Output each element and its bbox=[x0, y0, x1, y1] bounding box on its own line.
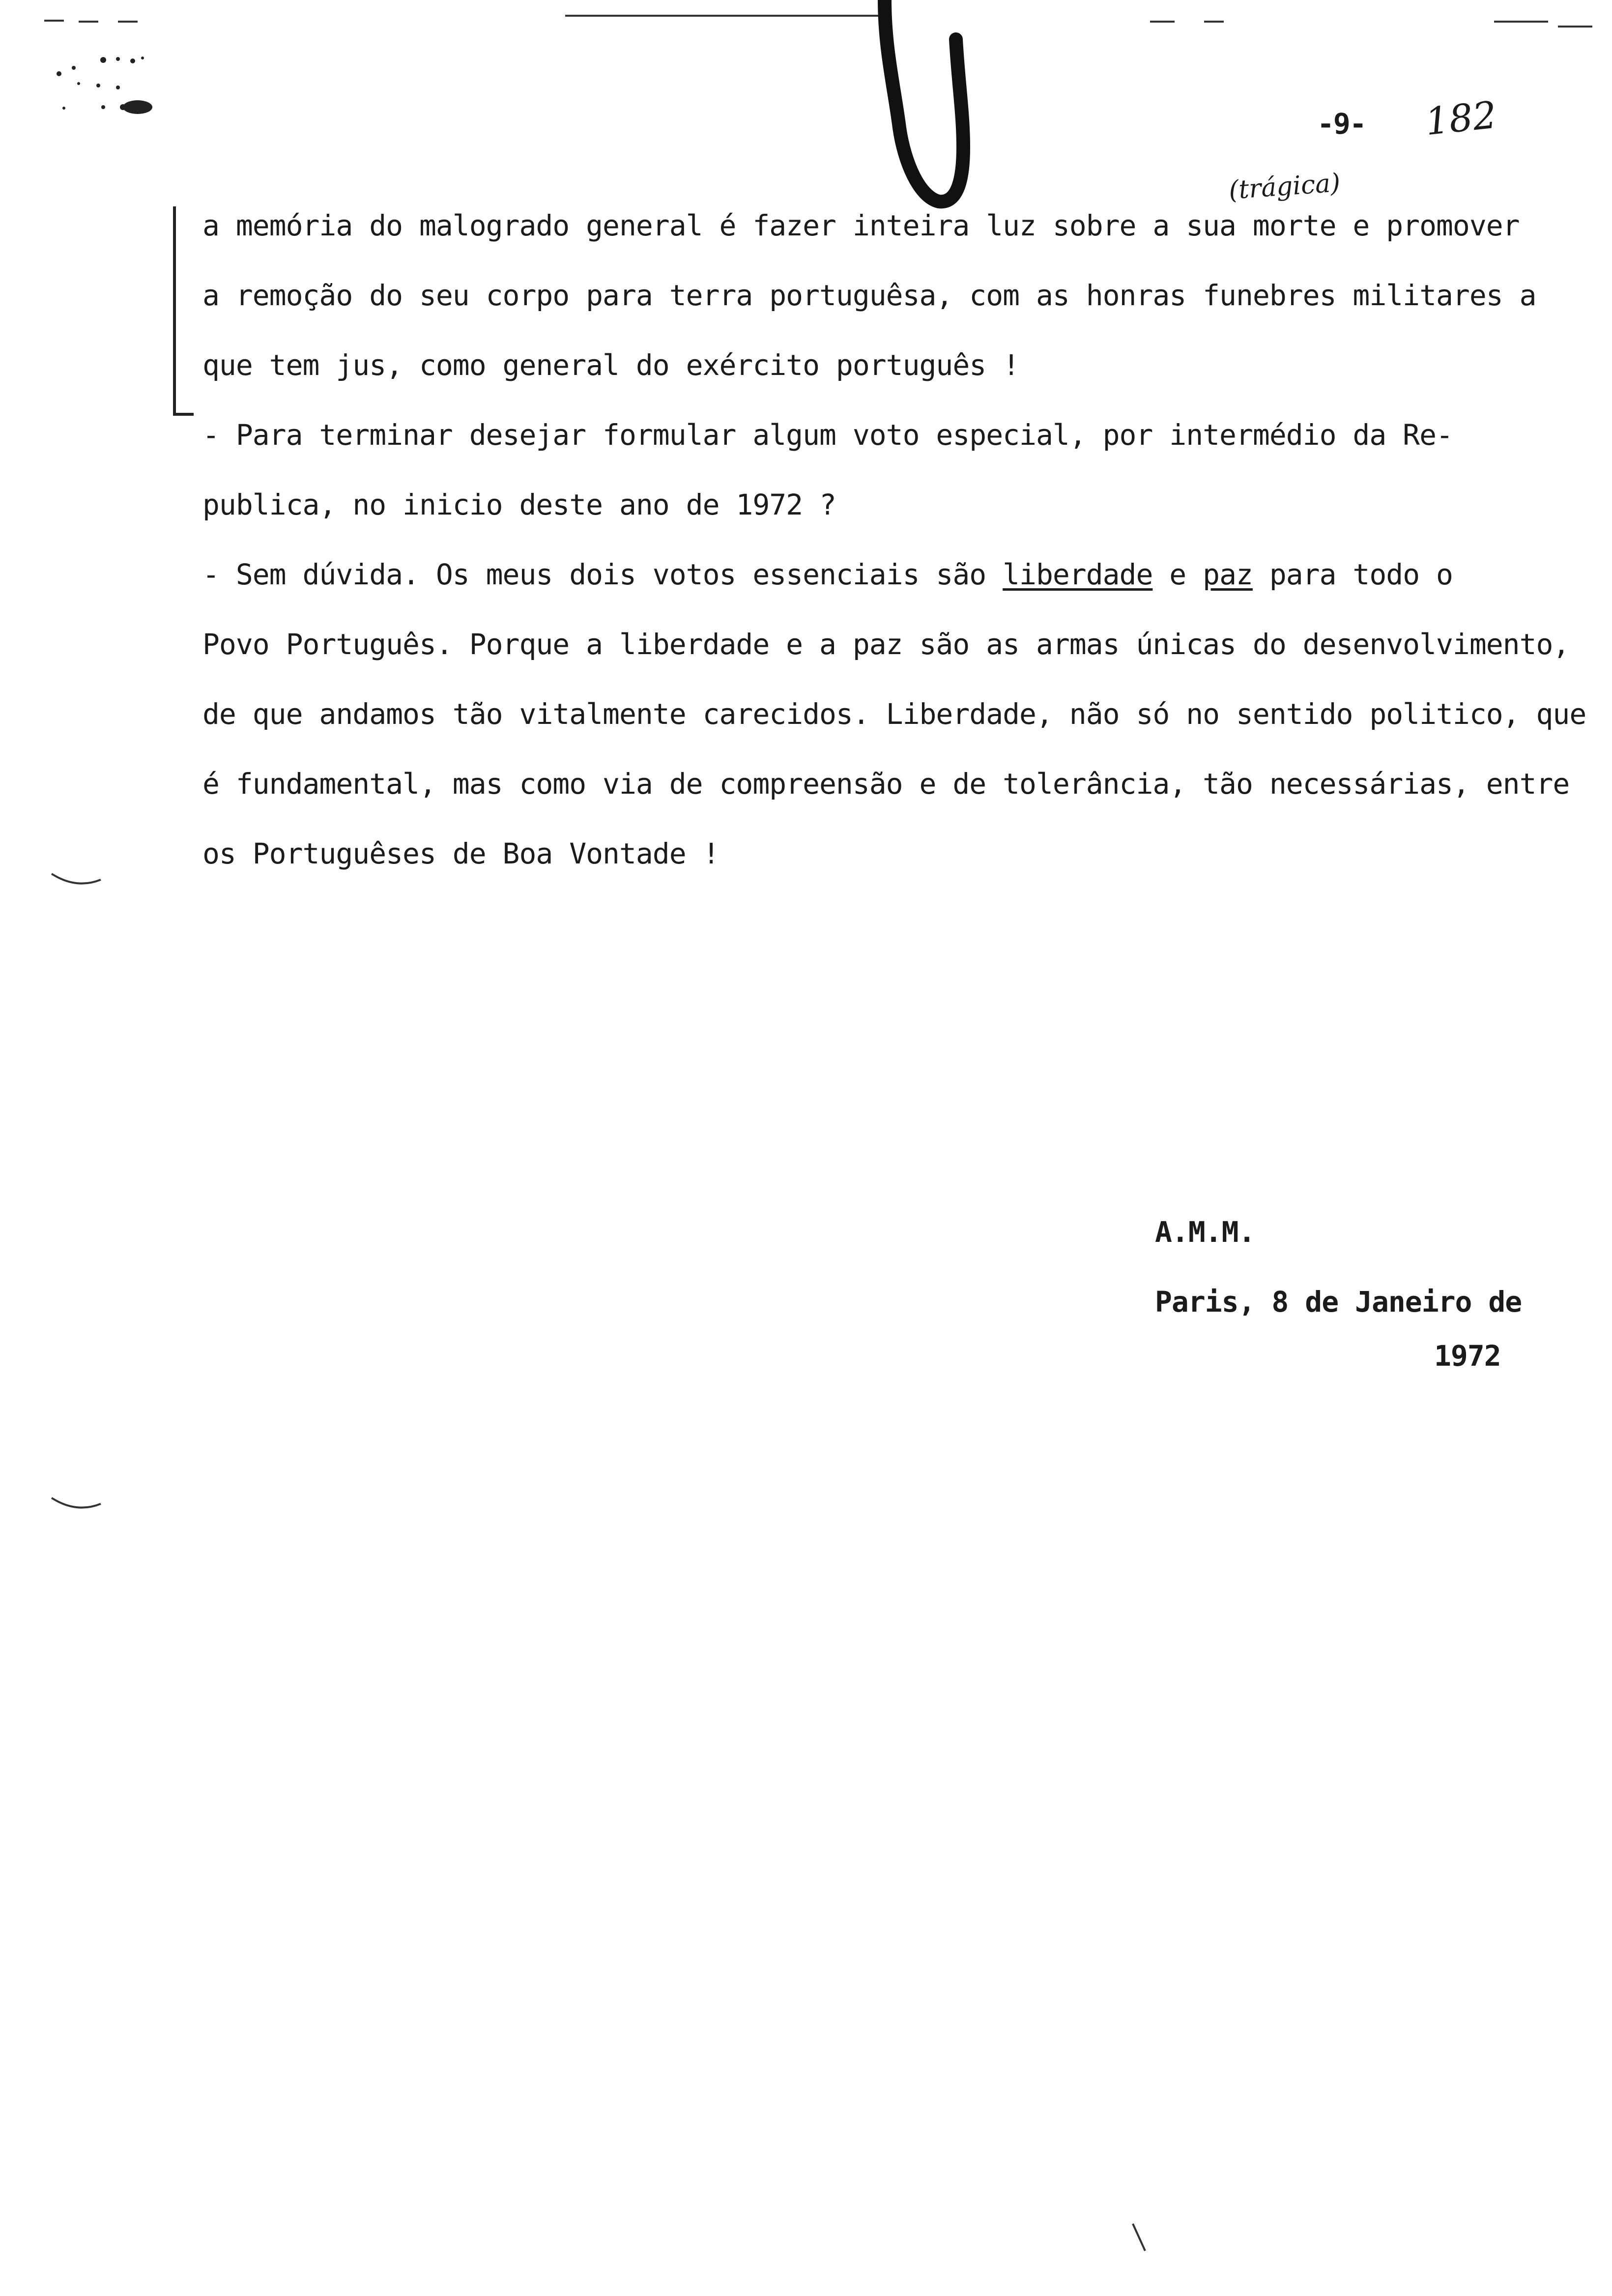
body-line-10: os Portuguêses de Boa Vontade ! bbox=[202, 837, 720, 870]
underlined-word-paz: paz bbox=[1203, 558, 1253, 591]
line-6-after: para todo o bbox=[1252, 558, 1453, 591]
body-line-1: a memória do malogrado general é fazer inteira luz sobre a sua morte e promover bbox=[202, 209, 1520, 242]
stray-mark bbox=[1130, 2221, 1150, 2256]
body-line-5: publica, no inicio deste ano de 1972 ? bbox=[202, 488, 836, 521]
body-line-4: - Para terminar desejar formular algum voto especial, por intermédio da Re- bbox=[202, 418, 1453, 452]
handwritten-insertion: (trágica) bbox=[1228, 168, 1342, 205]
line-6-before: - Sem dúvida. Os meus dois votos essenciais são bbox=[202, 558, 1003, 591]
signature-year: 1972 bbox=[1434, 1339, 1501, 1373]
body-line-2: a remoção do seu corpo para terra portuguêsa, com as honras funebres militares a bbox=[202, 279, 1536, 312]
margin-bracket bbox=[173, 211, 194, 416]
signature-place-date: Paris, 8 de Janeiro de bbox=[1155, 1285, 1522, 1319]
body-line-7: Povo Português. Porque a liberdade e a paz são as armas únicas do desenvolvimento, bbox=[202, 628, 1570, 661]
punch-hole-mark bbox=[49, 870, 103, 890]
page-number: -9- bbox=[1317, 107, 1366, 141]
line-6-middle: e bbox=[1152, 558, 1203, 591]
punch-hole-mark bbox=[49, 1494, 103, 1514]
body-line-9: é fundamental, mas como via de compreensão e de tolerância, tão necessárias, entre bbox=[202, 767, 1570, 801]
body-line-6 bbox=[202, 560, 1453, 589]
body-line-8: de que andamos tão vitalmente carecidos. Liberdade, não só no sentido politico, que bbox=[202, 697, 1586, 731]
body-line-3: que tem jus, como general do exército português ! bbox=[202, 348, 1020, 382]
handwritten-folio-number: 182 bbox=[1423, 92, 1499, 144]
ink-loop-stroke bbox=[865, 0, 993, 226]
signature-initials: A.M.M. bbox=[1155, 1215, 1255, 1249]
edge-dashes bbox=[44, 15, 1597, 34]
scribble-mark bbox=[44, 49, 172, 128]
underlined-word-liberdade: liberdade bbox=[1003, 558, 1153, 591]
